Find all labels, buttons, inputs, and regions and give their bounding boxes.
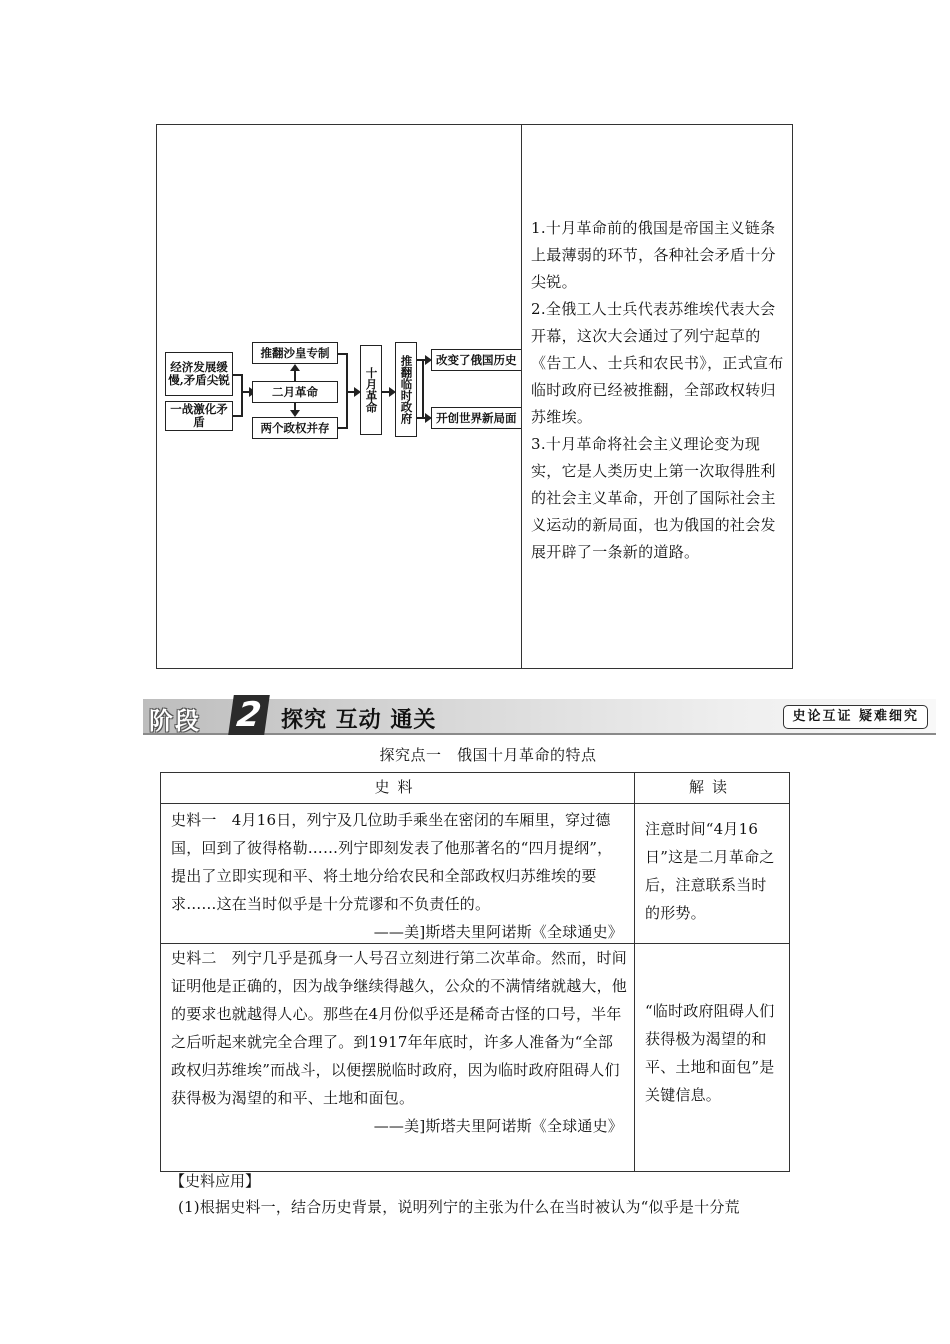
diagram-box-effect1: 改变了俄国历史: [431, 349, 521, 371]
stage-title: 探究 互动 通关: [281, 708, 437, 733]
source-citation: ——美]斯塔夫里阿诺斯《全球通史》: [373, 1117, 623, 1135]
summary-text: [531, 215, 786, 566]
arrow-down-icon: [294, 403, 296, 412]
column-header-reading: 解读: [688, 778, 735, 796]
summary-point-1: 1.十月革命前的俄国是帝国主义链条上最薄弱的环节，各种社会矛盾十分尖锐。: [531, 219, 776, 291]
connector: [338, 353, 346, 355]
table-row-1-reading: 注意时间“4月16日”这是二月革命之后，注意联系当时的形势。: [645, 820, 775, 922]
connector: [422, 359, 424, 419]
arrow-right-icon: [423, 417, 427, 419]
stage-number: 2: [228, 695, 270, 735]
source-text: 史料一 4月16日，列宁及几位助手乘坐在密闭的车厢里，穿过德国，回到了彼得格勒……列宁即刻发表了他那著名的“四月提纲”，提出了立即实现和平、将土地分给农民和全部政权归苏维埃的要求……这在当时似乎是十分荒谬和不负责任的。: [171, 811, 613, 913]
diagram-box-overthrow-tsar: 推翻沙皇专制: [252, 342, 338, 364]
source-text: 史料二 列宁几乎是孤身一人号召立刻进行第二次革命。然而，时间证明他是正确的，因为战争继续得越久，公众的不满情绪就越大，他的要求也就越得人心。那些在4月份似乎还是稀奇古怪的口号，半年之后听起来就完全合理了。到1917年年底时，许多人准备为“全部政权归苏维埃”而战斗，以便摆脱临时政府，因为临时政府阻碍人们获得极为渴望的和平、土地和面包。: [171, 949, 628, 1107]
table-row-2-source: [171, 944, 627, 1140]
source-table: [160, 772, 790, 1172]
connector: [233, 415, 241, 417]
connector: [233, 374, 241, 376]
stage-banner: [143, 695, 936, 735]
diagram-box-cause2: 一战激化矛盾: [165, 401, 233, 431]
arrow-up-icon: [294, 369, 296, 381]
diagram-box-effect2: 开创世界新局面: [431, 407, 521, 429]
summary-point-3: 3.十月革命将社会主义理论变为现实，它是人类历史上第一次取得胜利的社会主义革命，开创了国际社会主义运动的新局面，也为俄国的社会发展开辟了一条新的道路。: [531, 435, 776, 561]
column-header-source: 史料: [374, 778, 421, 796]
diagram-box-feb-revolution: 二月革命: [252, 381, 338, 403]
diagram-box-oct-revolution: 十月革命: [360, 345, 382, 435]
connector: [241, 374, 243, 417]
arrow-right-icon: [423, 359, 427, 361]
row-divider: [161, 803, 789, 804]
table-row-1-source: [171, 806, 627, 946]
stage-tag: 史论互证 疑难细究: [783, 705, 928, 729]
stage-label: 阶段: [149, 707, 201, 735]
apply-heading: 【史料应用】: [170, 1172, 261, 1190]
column-divider: [634, 773, 635, 1171]
arrow-right-icon: [241, 391, 251, 393]
section-title: 探究点一 俄国十月革命的特点: [379, 746, 597, 764]
summary-point-2: 2.全俄工人士兵代表苏维埃代表大会开幕，这次大会通过了列宁起草的《告工人、士兵和农民书》，正式宣布临时政府已经被推翻，全部政权转归苏维埃。: [531, 300, 784, 426]
summary-table: [156, 124, 793, 669]
diagram-box-overthrow-provisional: 推翻临时政府: [395, 342, 417, 437]
source-citation: ——美]斯塔夫里阿诺斯《全球通史》: [373, 923, 623, 941]
flow-diagram: [165, 339, 523, 439]
table-row-2-reading: “临时政府阻碍人们获得极为渴望的和平、土地和面包”是关键信息。: [645, 1002, 775, 1104]
question-1: (1)根据史料一，结合历史背景，说明列宁的主张为什么在当时被认为“似乎是十分荒: [178, 1198, 740, 1216]
arrow-right-icon: [382, 391, 391, 393]
arrow-right-icon: [348, 391, 356, 393]
diagram-box-dual-power: 两个政权并存: [252, 417, 338, 439]
connector: [338, 427, 346, 429]
diagram-box-cause1: 经济发展缓慢,矛盾尖锐: [165, 352, 233, 396]
